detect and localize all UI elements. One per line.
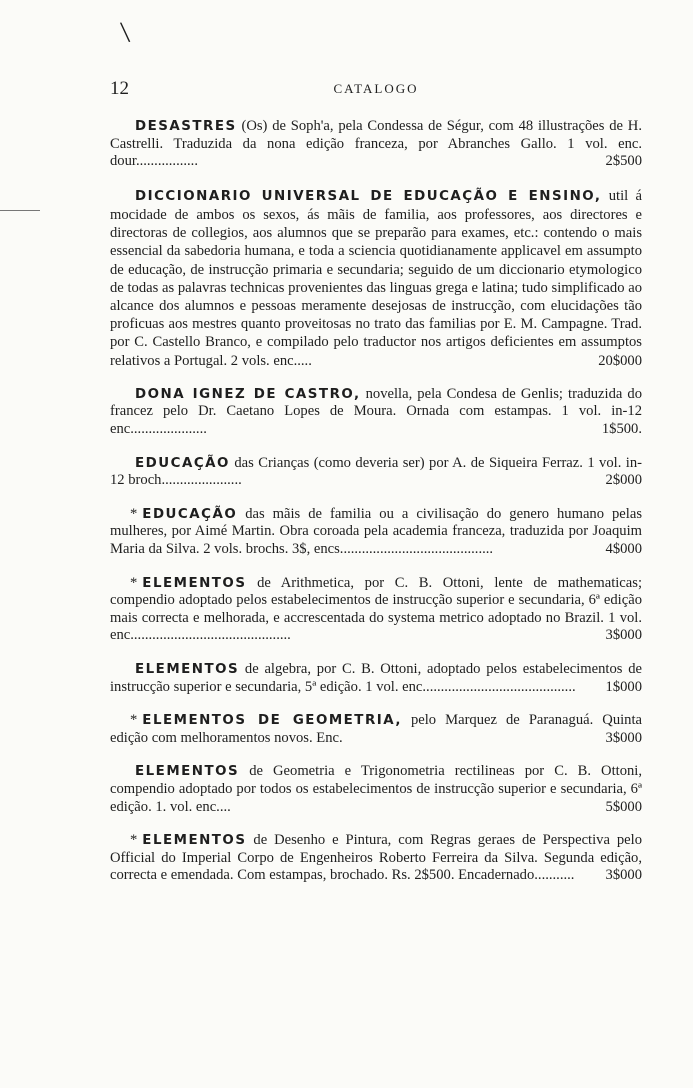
entry-description: pelo Marquez de Paranaguá. Quinta edição com melhoramentos novos. Enc. [110, 712, 642, 746]
catalog-entry [110, 661, 642, 696]
catalog-entry [110, 187, 642, 370]
entry-title: DESASTRES [135, 119, 237, 134]
entry-description: de Geometria e Trigonometria rectilineas por C. B. Ottoni, compendio adoptado por todos os estabelecimentos de instrucção superior e secundaria, 6ª edição. 1. vol. enc.... [110, 763, 642, 815]
entry-price: 20$000 [598, 352, 642, 369]
entry-price: 1$000 [605, 678, 642, 695]
entry-price: 3$000 [605, 627, 642, 644]
entry-description: (Os) de Soph'a, pela Condessa de Ségur, com 48 illustrações de H. Castrelli. Traduzida da nona edição franceza, por Abranches Gallo. 1 vol. enc. dour................. [110, 118, 642, 170]
entry-star: * [130, 574, 138, 591]
entry-title: EDUCAÇÃO [135, 455, 230, 471]
pencil-mark: \ [119, 15, 131, 50]
entry-description: de algebra, por C. B. Ottoni, adoptado pelos estabelecimentos de instrucção superior e secundaria, 5ª edição. 1 vol. enc.......................................... [110, 660, 642, 695]
entry-title: EDUCAÇÃO [142, 506, 238, 522]
catalog-entry [110, 712, 642, 747]
entry-price: 2$000 [605, 472, 642, 489]
entry-star: * [130, 712, 138, 729]
entry-description: das mãis de familia ou a civilisação do genero humano pelas mulheres, por Aimé Martin. Obra coroada pela academia franceza, traduzida por Joaquim Maria da Silva. 2 vols. brochs. 3$, encs.......................................... [110, 505, 642, 557]
catalog-entry [110, 455, 642, 490]
entry-description: de Desenho e Pintura, com Regras geraes de Perspectiva pelo Official do Imperial Corpo de Engenheiros Roberto Ferreira da Silva. Segunda edição, correcta e emendada. Com estampas, brochado. Rs. 2$500. Encadernado........... [110, 832, 642, 884]
entry-star: * [130, 832, 138, 849]
entry-star: * [130, 505, 138, 522]
entry-title: ELEMENTOS [142, 575, 247, 591]
entry-description: util á mocidade de ambos os sexos, ás mãis de familia, aos professores, aos directores e directoras de collegios, aos alumnos que se preparão para exames, etc.: contendo o mais essencial da sabedoria humana, e toda a sciencia quotidianamente applicavel em assumpto de educação, de instrucção primaria e secundaria; seguido de um diccionario etymologico de todas as palavras technicas provenientes das linguas grega e latina; tudo simplificado ao alcance dos alumnos e pessoas meramente desejosas de instrucção, com elucidações tão proficuas aos mestres quanto proveitosas no trato das familias por E. M. Campagne. Trad. por C. Castello Branco, e compilado pelo traductor nos artigos deficientes em assumptos relativos a Portugal. 2 vols. enc..... [110, 187, 642, 369]
catalog-entry [110, 575, 642, 645]
catalog-entry [110, 386, 642, 439]
catalog-entry [110, 506, 642, 559]
entry-price: 3$000 [605, 729, 642, 746]
entry-title: ELEMENTOS [135, 764, 240, 780]
entry-title: DONA IGNEZ DE CASTRO, [135, 386, 361, 402]
entry-title: ELEMENTOS DE GEOMETRIA, [142, 713, 402, 729]
entry-price: 4$000 [605, 540, 642, 557]
catalog-entry [110, 832, 642, 885]
entry-title: ELEMENTOS [135, 661, 240, 677]
catalog-entry [110, 763, 642, 816]
page-number: 12 [110, 78, 129, 99]
entry-price: 3$000 [605, 867, 642, 884]
catalog-entries [110, 118, 642, 901]
entry-title: DICCIONARIO UNIVERSAL DE EDUCAÇÃO E ENSINO, [135, 188, 602, 204]
entry-price: 5$000 [605, 798, 642, 815]
entry-price: 1$500. [601, 421, 642, 437]
entry-description: das Crianças (como deveria ser) por A. de Siqueira Ferraz. 1 vol. in-12 broch...................... [110, 454, 642, 489]
edge-rule [0, 210, 40, 211]
page-title: CATALOGO [333, 81, 419, 96]
page-header [110, 78, 642, 102]
catalog-entry [110, 118, 642, 171]
entry-title: ELEMENTOS [142, 833, 247, 849]
entry-description: de Arithmetica, por C. B. Ottoni, lente de mathematicas; compendio adoptado pelos estabelecimentos de instrucção superior e secundaria, 6ª edição mais correcta e melhorada, e accrescentada do systema metrico adoptado no Brazil. 1 vol. enc............................................ [110, 574, 642, 644]
entry-description: novella, pela Condesa de Genlis; traduzida do francez pelo Dr. Caetano Lopes de Moura. Ornada com estampas. 1 vol. in-12 enc..................... [110, 385, 642, 437]
entry-price: 2$500 [605, 153, 642, 170]
